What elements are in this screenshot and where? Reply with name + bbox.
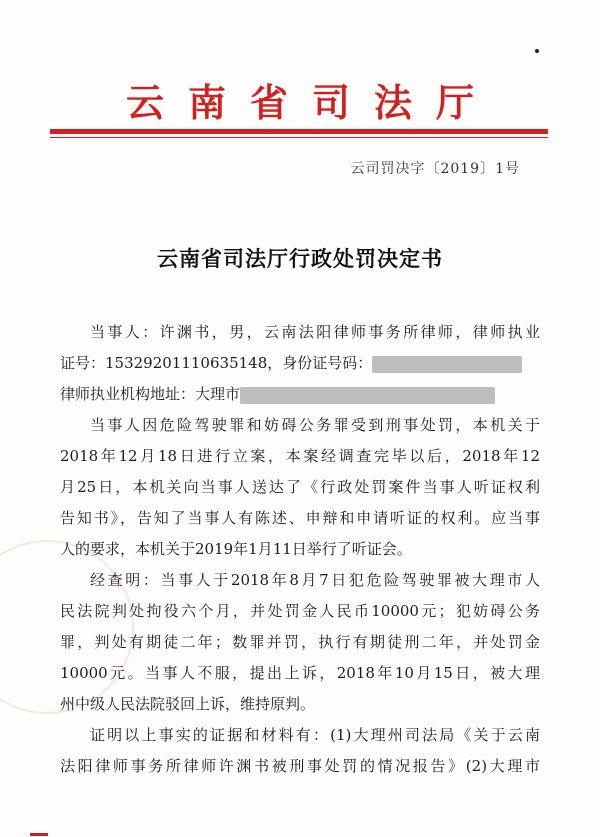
body-line-text: 律师执业机构地址：大理市 xyxy=(60,385,241,403)
document-number: 云司罚决字〔2019〕1号 xyxy=(350,161,520,177)
body-line: 州中级人民法院驳回上诉，维持原判。 xyxy=(60,695,316,713)
redacted-address xyxy=(240,387,495,404)
body-line: 人的要求，本机关于2019年1月11日举行了听证会。 xyxy=(60,540,412,558)
body-line: 罪，判处有期徒二年；数罪并罚，执行有期徒刑二年，并处罚金 xyxy=(60,633,540,651)
scan-speck xyxy=(535,49,539,53)
redacted-id-number xyxy=(372,356,522,373)
letterhead-rule-thick xyxy=(50,129,548,134)
body-line: 当事人因危险驾驶罪和妨碍公务罪受到刑事处罚，本机关于 xyxy=(90,416,540,434)
body-line xyxy=(60,348,540,379)
body-line: 法阳律师事务所律师许渊书被刑事处罚的情况报告》(2)大理市 xyxy=(60,757,540,775)
letterhead-rule-thin xyxy=(50,137,548,138)
org-letterhead-title: 云南省司法厅 xyxy=(125,80,498,125)
document-body xyxy=(60,317,540,782)
body-line: 经查明：当事人于2018年8月7日犯危险驾驶罪被大理市人 xyxy=(90,571,540,589)
body-line: 当事人：许渊书，男，云南法阳律师事务所律师，律师执业 xyxy=(90,323,540,341)
body-line: 告知书》，告知了当事人有陈述、申辩和申请听证的权利。应当事 xyxy=(60,509,540,527)
body-line xyxy=(60,379,540,410)
body-line-text: 证号：15329201110635148，身份证号码： xyxy=(60,354,373,372)
body-line: 民法院判处拘役六个月，并处罚金人民币10000元；犯妨碍公务 xyxy=(60,602,540,620)
edge-mark xyxy=(30,833,48,836)
body-line: 10000元。当事人不服，提出上诉，2018年10月15日，被大理 xyxy=(60,664,540,682)
body-line: 2018年12月18日进行立案，本案经调查完毕以后，2018年12 xyxy=(60,447,540,465)
body-line: 证明以上事实的证据和材料有：(1)大理州司法局《关于云南 xyxy=(90,726,540,744)
document-title: 云南省司法厅行政处罚决定书 xyxy=(157,246,443,271)
body-line: 月25日，本机关向当事人送达了《行政处罚案件当事人听证权利 xyxy=(60,478,540,496)
